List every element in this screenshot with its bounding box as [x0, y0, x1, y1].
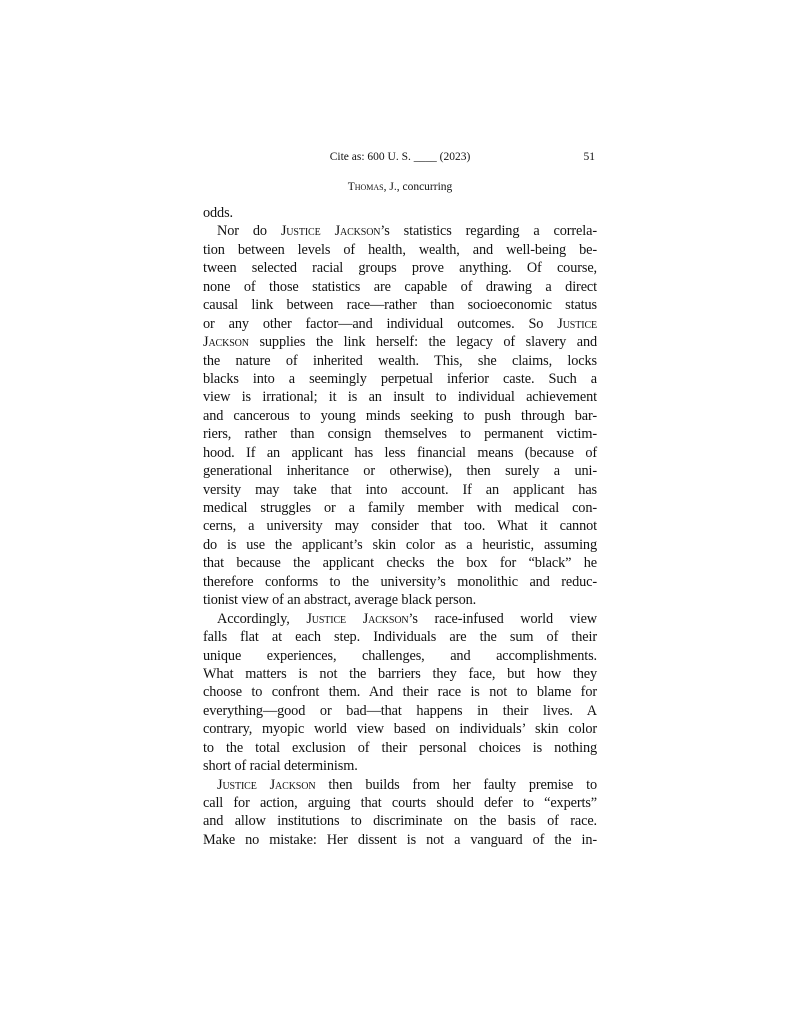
text-line: blacks into a seemingly perpetual inferior caste. Such a — [203, 370, 597, 387]
text-line: everything—good or bad—that happens in their lives. A — [203, 702, 597, 719]
text-line: that because the applicant checks the box for “black” he — [203, 555, 597, 572]
paragraph — [203, 204, 597, 222]
paragraph — [203, 610, 597, 776]
text-line: choose to confront them. And their race is not to blame for — [203, 684, 597, 701]
text-line: versity may take that into account. If an applicant has — [203, 481, 597, 498]
text-line: odds. — [203, 205, 233, 221]
text-line: and cancerous to young minds seeking to push through bar- — [203, 407, 597, 424]
text-line: the nature of inherited wealth. This, she claims, locks — [203, 352, 597, 369]
text-line: Justice Jackson then builds from her faulty premise to — [217, 776, 597, 793]
text-line: medical struggles or a family member with medical con- — [203, 500, 597, 516]
paragraph — [203, 222, 597, 609]
text-line: tion between levels of health, wealth, and well-being be- — [203, 241, 597, 258]
running-header — [203, 148, 597, 166]
text-line: short of racial determinism. — [203, 758, 358, 775]
text-line: hood. If an applicant has less financial means (because of — [203, 444, 597, 461]
text-line: call for action, arguing that courts should defer to “experts” — [203, 795, 597, 811]
text-line: do is use the applicant’s skin color as a heuristic, assuming — [203, 536, 597, 553]
text-line: or any other factor—and individual outcomes. So Justice — [203, 315, 597, 332]
text-line: tween selected racial groups prove anything. Of course, — [203, 260, 597, 277]
text-line: contrary, myopic world view based on individuals’ skin color — [203, 721, 597, 738]
text-line: cerns, a university may consider that too. What it cannot — [203, 518, 597, 535]
text-line: falls flat at each step. Individuals are the sum of their — [203, 629, 597, 646]
text-line: Accordingly, Justice Jackson’s race-infused world view — [217, 610, 597, 627]
text-line: view is irrational; it is an insult to individual achievement — [203, 389, 597, 406]
text-line: unique experiences, challenges, and accomplishments. — [203, 647, 597, 664]
citation: Cite as: 600 U. S. ____ (2023) — [329, 151, 471, 163]
opinion-body — [203, 204, 597, 849]
text-line: and allow institutions to discriminate on the basis of race. — [203, 813, 597, 830]
opinion-author-header — [203, 179, 597, 195]
text-line: causal link between race—rather than socioeconomic status — [203, 297, 597, 314]
text-line: generational inheritance or otherwise), then surely a uni- — [203, 463, 597, 480]
text-line: Make no mistake: Her dissent is not a vanguard of the in- — [203, 831, 597, 848]
text-line: therefore conforms to the university’s monolithic and reduc- — [203, 573, 597, 590]
text-line: Jackson supplies the link herself: the legacy of slavery and — [203, 334, 597, 351]
author-role: , J., concurring — [383, 181, 453, 193]
author-name: Thomas — [347, 181, 384, 193]
text-line: riers, rather than consign themselves to permanent victim- — [203, 426, 597, 443]
text-line: tionist view of an abstract, average black person. — [203, 592, 477, 609]
text-line: What matters is not the barriers they face, but how they — [203, 665, 597, 682]
text-line: none of those statistics are capable of drawing a direct — [203, 278, 597, 295]
page-number: 51 — [583, 151, 595, 163]
paragraph — [203, 776, 597, 850]
text-line: Nor do Justice Jackson’s statistics regarding a correla- — [217, 223, 597, 240]
text-line: to the total exclusion of their personal choices is nothing — [203, 739, 597, 756]
